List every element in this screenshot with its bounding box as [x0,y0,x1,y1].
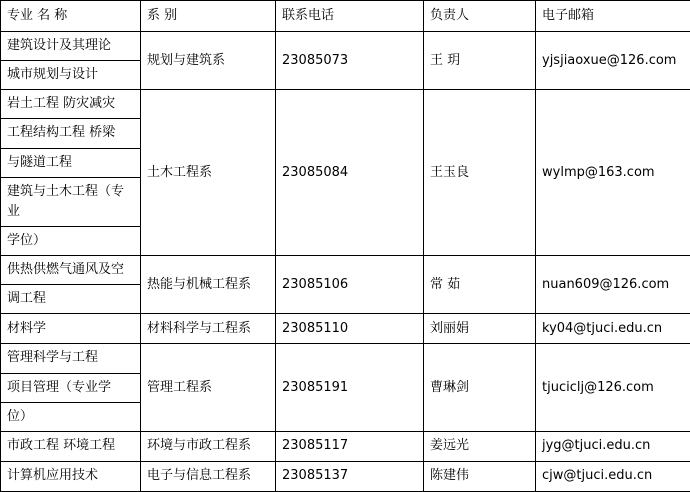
cell-person-in-charge: 曹琳剑 [424,344,536,431]
cell-major [1,344,141,431]
cell-major: 计算机应用技术 [1,461,141,491]
table-header-row [1,1,690,32]
major-line: 城市规划与设计 [1,61,140,89]
cell-person-in-charge: 王玉良 [424,90,536,256]
major-line: 工程结构工程 桥梁 [1,119,140,148]
major-line: 项目管理（专业学 [1,374,140,403]
cell-person-in-charge: 刘丽娟 [424,314,536,344]
cell-phone: 23085137 [276,461,424,491]
cell-major [1,32,141,90]
major-line: 岩土工程 防灾减灾 [1,90,140,119]
major-line: 与隧道工程 [1,149,140,178]
table-row [1,461,690,491]
table-header [1,1,690,32]
header-phone: 联系电话 [276,1,424,32]
cell-person-in-charge: 姜远光 [424,431,536,461]
cell-department: 热能与机械工程系 [141,256,276,314]
table-row [1,431,690,461]
major-line: 调工程 [1,285,140,313]
cell-email: cjw@tjuci.edu.cn [536,461,690,491]
cell-phone: 23085073 [276,32,424,90]
major-line: 建筑与土木工程（专业 [1,178,140,227]
cell-department: 材料科学与工程系 [141,314,276,344]
table-row [1,314,690,344]
cell-phone: 23085106 [276,256,424,314]
cell-person-in-charge: 王 玥 [424,32,536,90]
header-person-in-charge: 负责人 [424,1,536,32]
cell-person-in-charge: 常 茹 [424,256,536,314]
major-line: 建筑设计及其理论 [1,32,140,61]
cell-major: 市政工程 环境工程 [1,431,141,461]
major-line: 管理科学与工程 [1,344,140,373]
cell-phone: 23085110 [276,314,424,344]
table-row [1,32,690,90]
header-major: 专业 名 称 [1,1,141,32]
header-email: 电子邮箱 [536,1,690,32]
cell-phone: 23085084 [276,90,424,256]
cell-email: jyg@tjuci.edu.cn [536,431,690,461]
cell-phone: 23085117 [276,431,424,461]
major-line: 供热供燃气通风及空 [1,256,140,285]
cell-email: nuan609@126.com [536,256,690,314]
major-line: 位） [1,403,140,431]
cell-major [1,256,141,314]
cell-phone: 23085191 [276,344,424,431]
cell-major: 材料学 [1,314,141,344]
cell-email: ky04@tjuci.edu.cn [536,314,690,344]
cell-department: 管理工程系 [141,344,276,431]
cell-email: tjuciclj@126.com [536,344,690,431]
cell-email: yjsjiaoxue@126.com [536,32,690,90]
major-line: 学位） [1,227,140,255]
table-body [1,32,690,492]
cell-department: 电子与信息工程系 [141,461,276,491]
cell-department: 环境与市政工程系 [141,431,276,461]
table-row [1,90,690,256]
cell-department: 规划与建筑系 [141,32,276,90]
cell-major [1,90,141,256]
table-row [1,256,690,314]
header-department: 系 别 [141,1,276,32]
cell-department: 土木工程系 [141,90,276,256]
table-row [1,344,690,431]
cell-email: wylmp@163.com [536,90,690,256]
cell-person-in-charge: 陈建伟 [424,461,536,491]
